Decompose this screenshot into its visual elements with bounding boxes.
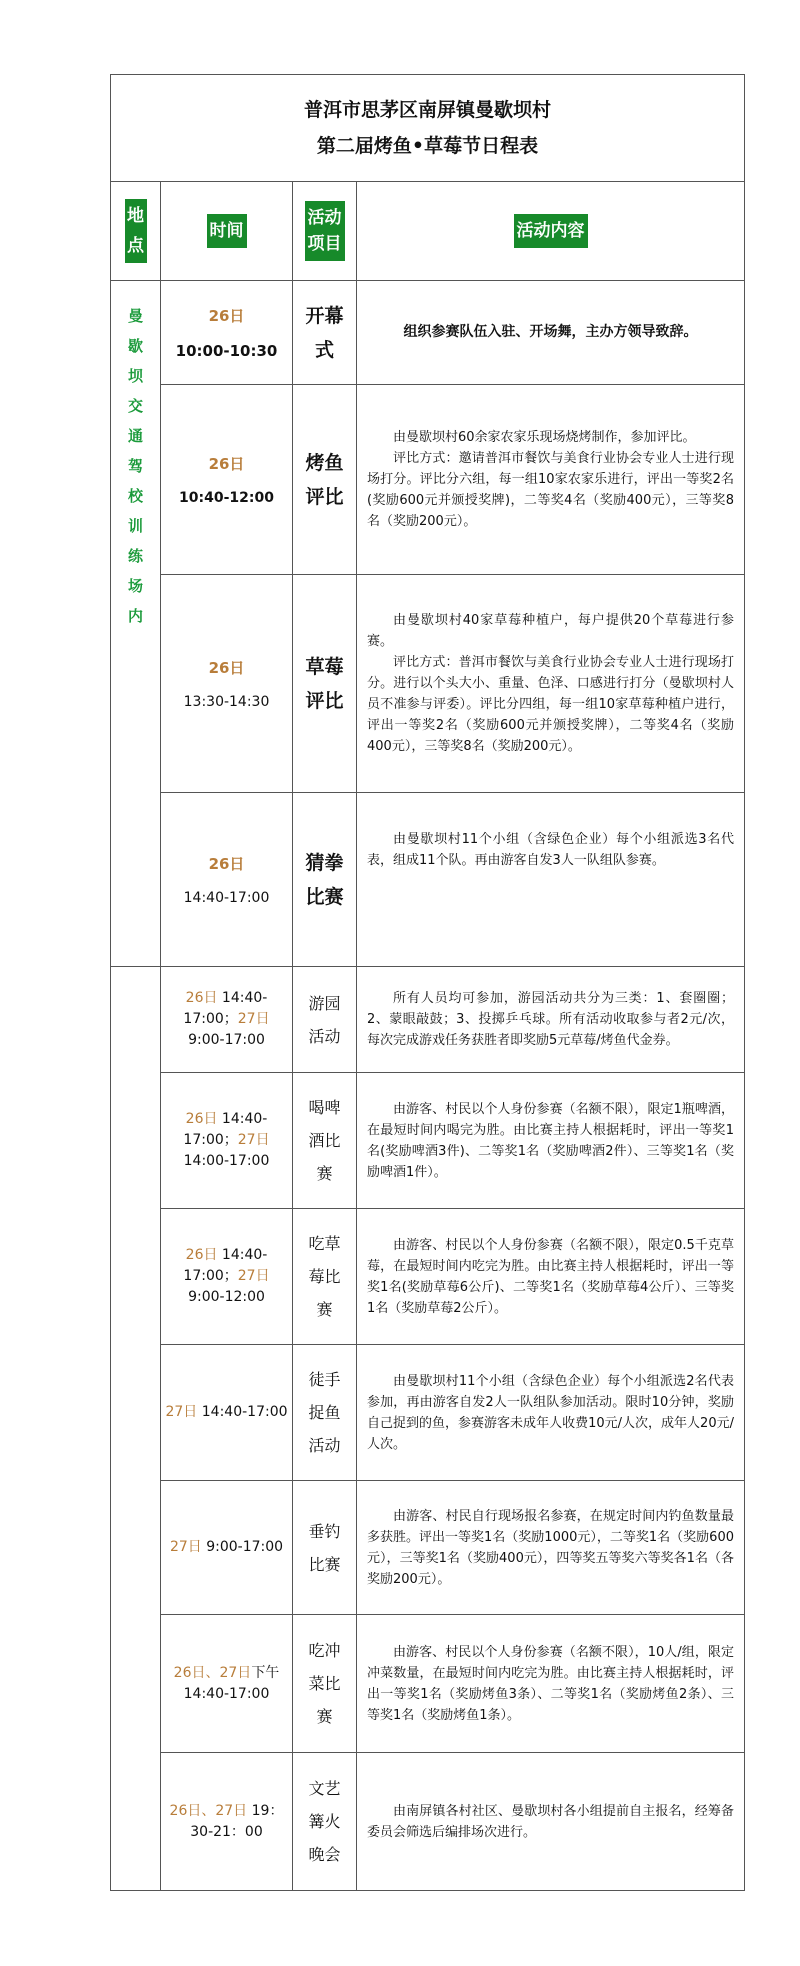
header-time [161,182,293,281]
table-row [111,793,745,967]
time-cell: 26日 10:00-10:30 [161,281,293,385]
table-row [111,1481,745,1615]
venue-cell-empty [111,967,161,1891]
time-cell: 27日 9:00-17:00 [161,1481,293,1615]
table-row [111,281,745,385]
time-cell: 26日 10:40-12:00 [161,385,293,575]
activity-cell: 烤鱼 评比 [293,385,357,575]
time-cell: 26日、27日 19：30-21：00 [161,1753,293,1891]
time-cell: 27日 14:40-17:00 [161,1345,293,1481]
table-row [111,967,745,1073]
time-cell: 26日 14:40-17:00；27日 14:00-17:00 [161,1073,293,1209]
content-cell: 由曼歇坝村11个小组（含绿色企业）每个小组派选2名代表参加，再由游客自发2人一队组队参加活动。限时10分钟，奖励自己捉到的鱼，参赛游客未成年人收费10元/人次，成年人20元/人次。 [357,1345,745,1481]
table-row [111,575,745,793]
table-row [111,1615,745,1753]
activity-cell: 草莓 评比 [293,575,357,793]
content-cell: 由游客、村民以个人身份参赛（名额不限），限定0.5千克草莓，在最短时间内吃完为胜。由比赛主持人根据耗时，评出一等奖1名(奖励草莓6公斤)、二等奖1名（奖励草莓4公斤）、三等奖1名（奖励草莓2公斤）。 [357,1209,745,1345]
venue-cell: 曼 歇 坝 交 通 驾 校 训 练 场 内 [111,281,161,967]
schedule-table-top [110,74,745,967]
content-cell: 由曼歇坝村40家草莓种植户，每户提供20个草莓进行参赛。 评比方式：普洱市餐饮与美食行业协会专业人士进行现场打分。进行以个头大小、重量、色泽、口感进行打分（曼歇坝村人员不准参与评委）。评比分四组，每一组10家草莓种植户进行，评出一等奖2名（奖励600元并颁授奖牌），二等奖4名（奖励400元），三等奖8名（奖励200元）。 [357,575,745,793]
header-time-label: 时间 [207,214,247,248]
time-cell: 26日 14:40-17:00；27日 9:00-12:00 [161,1209,293,1345]
header-location [111,182,161,281]
table-row [111,385,745,575]
schedule-table-bottom [110,966,745,1891]
activity-cell: 吃冲 菜比 赛 [293,1615,357,1753]
activity-cell: 垂钓 比赛 [293,1481,357,1615]
content-cell: 由曼歇坝村11个小组（含绿色企业）每个小组派选3名代表，组成11个队。再由游客自发3人一队组队参赛。 [357,793,745,967]
title-cell [111,75,745,182]
content-cell: 由游客、村民自行现场报名参赛，在规定时间内钓鱼数量最多获胜。评出一等奖1名（奖励1000元），二等奖1名（奖励600元），三等奖1名（奖励400元），四等奖五等奖六等奖各1名（各奖励200元）。 [357,1481,745,1615]
content-cell: 由游客、村民以个人身份参赛（名额不限），10人/组，限定冲菜数量，在最短时间内吃完为胜。由比赛主持人根据耗时，评出一等奖1名（奖励烤鱼3条）、二等奖1名（奖励烤鱼2条）、三等奖1名（奖励烤鱼1条）。 [357,1615,745,1753]
title-line-2: 第二届烤鱼•草莓节日程表 [316,135,539,157]
activity-cell: 喝啤 酒比 赛 [293,1073,357,1209]
table-row [111,1345,745,1481]
header-location-label: 地 点 [125,199,147,263]
table-row [111,1073,745,1209]
content-cell: 所有人员均可参加，游园活动共分为三类：1、套圈圈；2、蒙眼敲鼓；3、投掷乒乓球。所有活动收取参与者2元/次，每次完成游戏任务获胜者即奖励5元草莓/烤鱼代金券。 [357,967,745,1073]
content-cell: 组织参赛队伍入驻、开场舞，主办方领导致辞。 [357,281,745,385]
activity-cell: 徒手 捉鱼 活动 [293,1345,357,1481]
table-row [111,1753,745,1891]
time-cell: 26日 14:40-17:00；27日 9:00-17:00 [161,967,293,1073]
header-activity-label: 活动 项目 [305,201,345,261]
activity-cell: 吃草 莓比 赛 [293,1209,357,1345]
time-cell: 26日 13:30-14:30 [161,575,293,793]
table-row [111,1209,745,1345]
activity-cell: 游园 活动 [293,967,357,1073]
time-cell: 26日 14:40-17:00 [161,793,293,967]
activity-cell: 猜拳 比赛 [293,793,357,967]
content-cell: 由游客、村民以个人身份参赛（名额不限），限定1瓶啤酒，在最短时间内喝完为胜。由比赛主持人根据耗时，评出一等奖1名(奖励啤酒3件)、二等奖1名（奖励啤酒2件）、三等奖1名（奖励啤酒1件）。 [357,1073,745,1209]
content-cell: 由曼歇坝村60余家农家乐现场烧烤制作，参加评比。 评比方式：邀请普洱市餐饮与美食行业协会专业人士进行现场打分。评比分六组，每一组10家农家乐进行，评出一等奖2名(奖励600元并颁授奖牌)，二等奖4名（奖励400元），三等奖8名（奖励200元）。 [357,385,745,575]
header-content-label: 活动内容 [514,214,588,248]
header-activity [293,182,357,281]
activity-cell: 文艺 篝火 晚会 [293,1753,357,1891]
header-content [357,182,745,281]
title-line-1: 普洱市思茅区南屏镇曼歇坝村 [304,99,552,121]
time-cell: 26日、27日下午14:40-17:00 [161,1615,293,1753]
content-cell: 由南屏镇各村社区、曼歇坝村各小组提前自主报名，经筹备委员会筛选后编排场次进行。 [357,1753,745,1891]
activity-cell: 开幕 式 [293,281,357,385]
